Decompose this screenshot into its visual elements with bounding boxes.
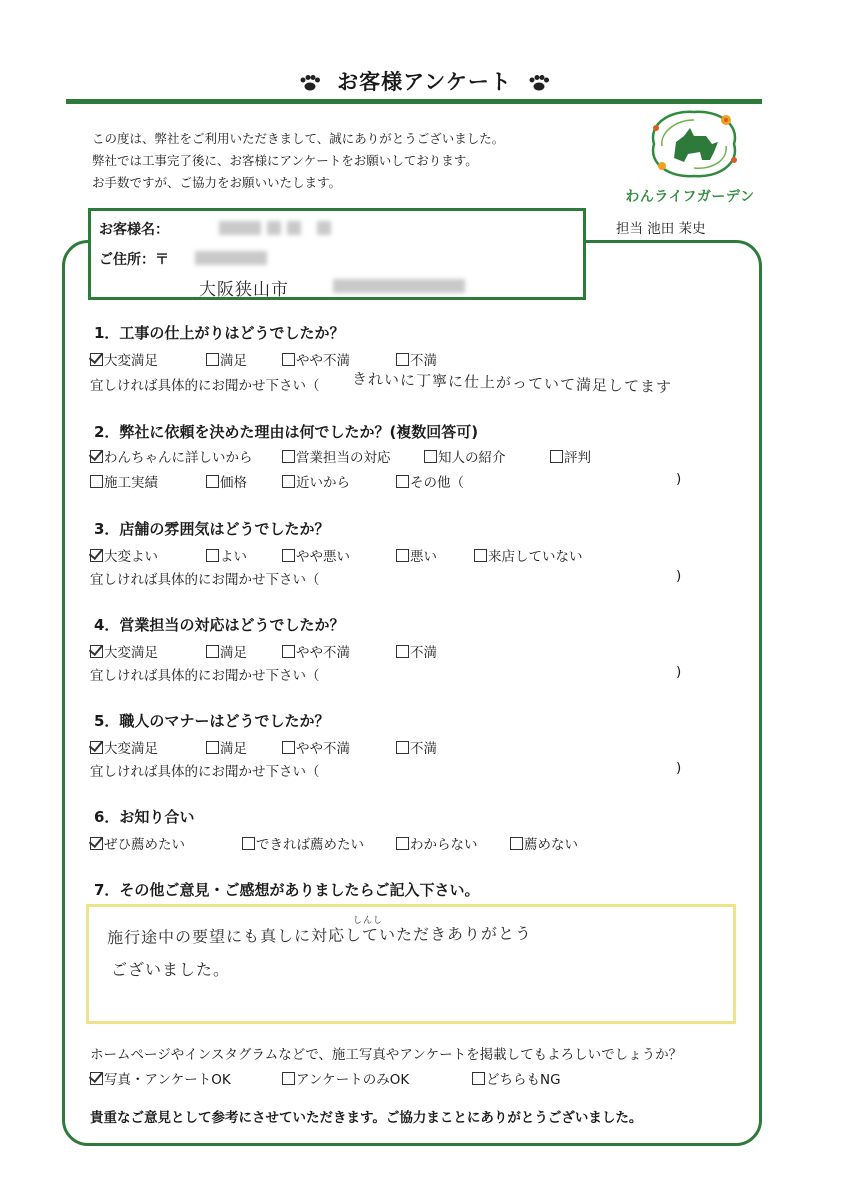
q3-option-very-good[interactable] xyxy=(90,545,158,565)
redacted-name xyxy=(267,221,281,235)
q2-option-sales-response[interactable] xyxy=(282,446,391,466)
question-4-options xyxy=(90,641,690,661)
q4-comment-label: 宜しければ具体的にお聞かせ下さい（ xyxy=(90,668,320,684)
option-label: やや不満 xyxy=(296,741,350,757)
option-label: 満足 xyxy=(220,741,247,757)
q2-option-dog-expertise[interactable] xyxy=(90,446,253,466)
q4-option-slightly-dissatisfied[interactable] xyxy=(282,641,350,661)
q3-option-not-visited[interactable] xyxy=(474,545,583,565)
q3-option-bad[interactable] xyxy=(396,545,437,565)
closing-message: 貴重なご意見として参考にさせていただきます。ご協力まことにありがとうございました。 xyxy=(90,1110,643,1126)
intro-line: この度は、弊社をご利用いただきまして、誠にありがとうございました。 xyxy=(92,131,505,146)
q4-option-very-satisfied[interactable] xyxy=(90,641,158,661)
question-1-title: 1．工事の仕上がりはどうでしたか？ xyxy=(94,324,345,342)
question-5-title: 5．職人のマナーはどうでしたか？ xyxy=(94,712,330,730)
question-3-title: 3．店舗の雰囲気はどうでしたか？ xyxy=(94,520,330,538)
option-label: 来店していない xyxy=(488,549,583,565)
question-3-options xyxy=(90,545,710,565)
option-label: 価格 xyxy=(220,475,247,491)
customer-name-label: お客様名： xyxy=(99,222,169,238)
publish-options xyxy=(90,1068,650,1088)
checkbox[interactable] xyxy=(472,1072,485,1085)
checkbox-checked[interactable] xyxy=(90,353,103,366)
q1-option-slightly-dissatisfied[interactable] xyxy=(282,349,350,369)
option-label: 悪い xyxy=(410,549,437,565)
q7-ruby: しんし xyxy=(353,916,384,926)
q4-option-satisfied[interactable] xyxy=(206,641,247,661)
checkbox[interactable] xyxy=(282,353,295,366)
company-logo-icon xyxy=(640,106,748,182)
intro-line: 弊社では工事完了後に、お客様にアンケートをお願いしております。 xyxy=(92,153,478,168)
q1-comment-label: 宜しければ具体的にお聞かせ下さい（ xyxy=(90,378,320,394)
checkbox[interactable] xyxy=(396,741,409,754)
q2-option-reputation[interactable] xyxy=(550,446,591,466)
option-label: 不満 xyxy=(410,741,437,757)
q6-option-would-recommend[interactable] xyxy=(242,833,364,853)
q4-close-paren: ) xyxy=(676,664,682,680)
q4-option-dissatisfied[interactable] xyxy=(396,641,437,661)
option-label: 薦めない xyxy=(524,837,578,853)
publish-option-survey-only[interactable] xyxy=(282,1068,409,1088)
q1-option-very-satisfied[interactable] xyxy=(90,349,158,369)
checkbox[interactable] xyxy=(90,475,103,488)
checkbox[interactable] xyxy=(282,450,295,463)
option-label: 営業担当の対応 xyxy=(296,450,391,466)
checkbox[interactable] xyxy=(206,549,219,562)
option-label: 不満 xyxy=(410,645,437,661)
checkbox[interactable] xyxy=(474,549,487,562)
q2-option-price[interactable] xyxy=(206,471,247,491)
question-2-title: 2．弊社に依頼を決めた理由は何でしたか？(複数回答可) xyxy=(94,423,479,441)
option-label: 写真・アンケートOK xyxy=(104,1072,231,1088)
checkbox[interactable] xyxy=(282,741,295,754)
checkbox[interactable] xyxy=(396,475,409,488)
q2-close-paren: ) xyxy=(676,471,682,487)
q7-comment-line1: 施行途中の要望にも真しに対応していただきありがとう xyxy=(106,923,533,948)
question-6-title: 6．お知り合い xyxy=(94,808,195,826)
option-label: 評判 xyxy=(564,450,591,466)
option-label: 施工実績 xyxy=(104,475,158,491)
paw-icon xyxy=(528,75,550,91)
option-label: やや不満 xyxy=(296,645,350,661)
question-6-options xyxy=(90,833,710,853)
publish-option-photo-and-survey[interactable] xyxy=(90,1068,231,1088)
q5-option-very-satisfied[interactable] xyxy=(90,737,158,757)
checkbox[interactable] xyxy=(396,549,409,562)
checkbox[interactable] xyxy=(550,450,563,463)
question-2-options-row1 xyxy=(90,446,710,466)
q5-comment-label: 宜しければ具体的にお聞かせ下さい（ xyxy=(90,764,320,780)
q5-option-slightly-dissatisfied[interactable] xyxy=(282,737,350,757)
q2-option-nearby[interactable] xyxy=(282,471,350,491)
option-label: ぜひ薦めたい xyxy=(104,837,185,853)
redacted-address xyxy=(333,279,465,293)
q1-comment-handwritten: きれいに丁寧に仕上がっていて満足してます xyxy=(351,369,673,397)
option-label: やや不満 xyxy=(296,353,350,369)
option-label: 知人の紹介 xyxy=(438,450,506,466)
checkbox[interactable] xyxy=(282,1072,295,1085)
customer-address-label: ご住所：〒 xyxy=(99,252,169,268)
option-label: 大変満足 xyxy=(104,645,158,661)
q2-option-referral[interactable] xyxy=(424,446,506,466)
option-label: 近いから xyxy=(296,475,350,491)
q5-option-satisfied[interactable] xyxy=(206,737,247,757)
intro-text xyxy=(92,128,504,194)
q5-option-dissatisfied[interactable] xyxy=(396,737,437,757)
option-label: わからない xyxy=(410,837,478,853)
option-label: やや悪い xyxy=(296,549,350,565)
checkbox[interactable] xyxy=(206,741,219,754)
option-label: よい xyxy=(220,549,247,565)
page-title: お客様アンケート xyxy=(337,70,512,94)
publish-question: ホームページやインスタグラムなどで、施工写真やアンケートを掲載してもよろしいでしょうか？ xyxy=(90,1047,683,1063)
q3-comment-label: 宜しければ具体的にお聞かせ下さい（ xyxy=(90,572,320,588)
checkbox-checked[interactable] xyxy=(90,837,103,850)
checkbox-checked[interactable] xyxy=(90,645,103,658)
q2-option-track-record[interactable] xyxy=(90,471,158,491)
q3-option-slightly-bad[interactable] xyxy=(282,545,350,565)
q7-comment-box[interactable] xyxy=(86,904,736,1024)
checkbox-checked[interactable] xyxy=(90,1072,103,1085)
question-5-options xyxy=(90,737,690,757)
q2-option-other[interactable] xyxy=(396,471,464,491)
intro-line: お手数ですが、ご協力をお願いいたします。 xyxy=(92,175,342,190)
checkbox[interactable] xyxy=(282,475,295,488)
q7-comment-line2: ございました。 xyxy=(111,960,231,979)
redacted-name xyxy=(219,221,261,235)
checkbox[interactable] xyxy=(206,353,219,366)
staff-name: 担当 池田 茉史 xyxy=(616,221,706,237)
q1-option-dissatisfied[interactable] xyxy=(396,349,437,369)
question-7-title: 7．その他ご意見・ご感想がありましたらご記入下さい。 xyxy=(94,881,480,899)
customer-address-handwritten: 大阪狭山市 xyxy=(199,280,289,300)
checkbox[interactable] xyxy=(206,645,219,658)
checkbox-checked[interactable] xyxy=(90,549,103,562)
option-label: アンケートのみOK xyxy=(296,1072,410,1088)
question-4-title: 4．営業担当の対応はどうでしたか？ xyxy=(94,616,345,634)
q3-option-good[interactable] xyxy=(206,545,247,565)
redacted-name xyxy=(317,221,331,235)
q5-close-paren: ) xyxy=(676,760,682,776)
publish-option-neither[interactable] xyxy=(472,1068,561,1088)
q6-option-not-sure[interactable] xyxy=(396,833,478,853)
option-label: 大変満足 xyxy=(104,353,158,369)
redacted-postal-code xyxy=(195,251,267,265)
form-title-row xyxy=(0,66,849,96)
checkbox[interactable] xyxy=(396,837,409,850)
paw-icon xyxy=(299,75,321,91)
checkbox[interactable] xyxy=(282,645,295,658)
option-label: 不満 xyxy=(410,353,437,369)
checkbox[interactable] xyxy=(396,353,409,366)
checkbox[interactable] xyxy=(424,450,437,463)
customer-info-box xyxy=(88,208,586,300)
q6-option-not-recommend[interactable] xyxy=(510,833,578,853)
brand-name: わんライフガーデン xyxy=(625,189,755,205)
q3-close-paren: ) xyxy=(676,568,682,584)
q1-option-satisfied[interactable] xyxy=(206,349,247,369)
option-label: できれば薦めたい xyxy=(256,837,364,853)
checkbox[interactable] xyxy=(510,837,523,850)
title-rule xyxy=(66,99,762,104)
checkbox[interactable] xyxy=(396,645,409,658)
checkbox[interactable] xyxy=(242,837,255,850)
question-2-options-row2 xyxy=(90,471,690,491)
option-label: 大変よい xyxy=(104,549,158,565)
option-label: その他（ xyxy=(410,475,464,491)
option-label: どちらもNG xyxy=(486,1072,561,1088)
question-1-options xyxy=(90,349,690,369)
option-label: 大変満足 xyxy=(104,741,158,757)
q6-option-definitely-recommend[interactable] xyxy=(90,833,185,853)
checkbox-checked[interactable] xyxy=(90,741,103,754)
option-label: わんちゃんに詳しいから xyxy=(104,450,253,466)
option-label: 満足 xyxy=(220,645,247,661)
checkbox[interactable] xyxy=(206,475,219,488)
checkbox[interactable] xyxy=(282,549,295,562)
checkbox-checked[interactable] xyxy=(90,450,103,463)
redacted-name xyxy=(287,221,301,235)
option-label: 満足 xyxy=(220,353,247,369)
